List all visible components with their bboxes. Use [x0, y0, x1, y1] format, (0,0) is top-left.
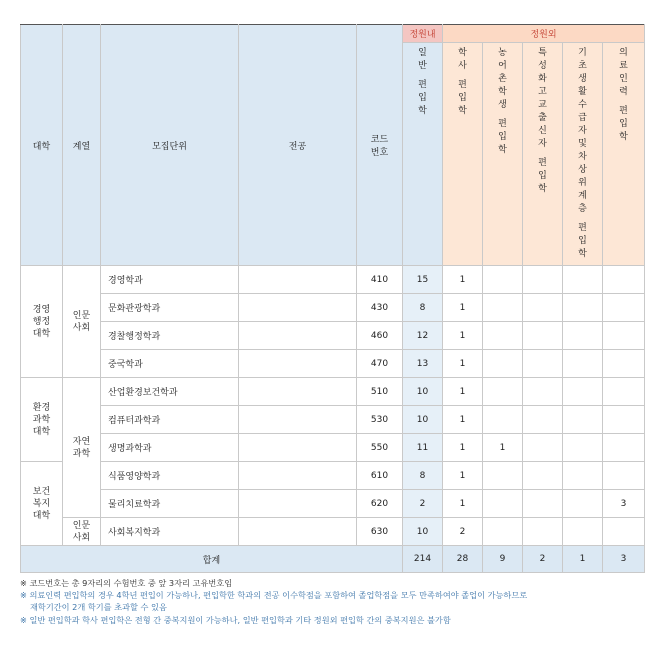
general-cell: 10	[403, 518, 443, 546]
medical-cell	[603, 406, 645, 434]
vertical-char: 학	[418, 106, 427, 116]
vertical-char: 입	[619, 119, 628, 129]
rural-cell	[483, 294, 523, 322]
vertical-char: 급	[578, 113, 587, 123]
rural-cell	[483, 518, 523, 546]
line-text: 복지	[32, 498, 51, 509]
vertical-char: 화	[538, 74, 547, 84]
line-text: 사회	[72, 532, 91, 543]
vertical-char: 입	[538, 171, 547, 181]
rural-cell	[483, 378, 523, 406]
specialized-cell	[523, 322, 563, 350]
bachelor-cell: 1	[443, 406, 483, 434]
vertical-char: 입	[578, 236, 587, 246]
header-bachelor-transfer	[443, 43, 483, 266]
line-text: 대학	[32, 328, 51, 339]
vertical-char: 입	[498, 132, 507, 142]
bachelor-cell: 2	[443, 518, 483, 546]
vertical-char: 편	[418, 80, 427, 90]
note-code-number: ※ 코드번호는 총 9자리의 수험번호 중 앞 3자리 고유번호임	[20, 578, 233, 588]
vertical-char: 생	[498, 100, 507, 110]
basic-cell	[563, 266, 603, 294]
vertical-char: 수	[578, 100, 587, 110]
general-cell: 8	[403, 294, 443, 322]
medical-cell	[603, 462, 645, 490]
vertical-char: 출	[538, 113, 547, 123]
vertical-char: 학	[498, 145, 507, 155]
unit-cell: 문화관광학과	[101, 294, 239, 322]
vertical-char: 상	[578, 165, 587, 175]
header-medical-transfer	[603, 43, 645, 266]
vertical-char: 사	[458, 61, 467, 71]
rural-cell	[483, 322, 523, 350]
specialized-cell	[523, 462, 563, 490]
general-cell: 10	[403, 406, 443, 434]
vertical-char: 교	[538, 100, 547, 110]
medical-cell	[603, 434, 645, 462]
vertical-char: 및	[578, 139, 587, 149]
line-text: 인문	[72, 520, 91, 531]
bachelor-cell: 1	[443, 266, 483, 294]
total-medical: 3	[603, 546, 645, 573]
note-medical-transfer: ※ 의료인력 편입학의 경우 4학년 편입이 가능하나, 편입학한 학과의 전공 이수학점을 포함하여 졸업학점을 모두 만족하여야 졸업이 가능하므로	[20, 590, 528, 601]
bachelor-cell: 1	[443, 322, 483, 350]
specialized-cell	[523, 434, 563, 462]
vertical-char: 촌	[498, 74, 507, 84]
vertical-char: 편	[538, 158, 547, 168]
bachelor-cell: 1	[443, 378, 483, 406]
vertical-char: 초	[578, 61, 587, 71]
rural-cell	[483, 266, 523, 294]
vertical-char: 계	[578, 191, 587, 201]
line-text: 자연	[72, 436, 91, 447]
basic-cell	[563, 406, 603, 434]
vertical-char: 학	[578, 249, 587, 259]
footnotes	[20, 577, 640, 626]
major-cell	[239, 378, 357, 406]
header-quota-out: 정원외	[443, 25, 645, 43]
vertical-char: 어	[498, 61, 507, 71]
unit-cell: 중국학과	[101, 350, 239, 378]
general-cell: 15	[403, 266, 443, 294]
vertical-char: 차	[578, 152, 587, 162]
vertical-char: 의	[619, 48, 628, 58]
major-cell	[239, 406, 357, 434]
code-cell: 530	[357, 406, 403, 434]
code-cell: 630	[357, 518, 403, 546]
major-cell	[239, 322, 357, 350]
basic-cell	[563, 490, 603, 518]
vertical-char: 활	[578, 87, 587, 97]
field-natural	[63, 378, 101, 518]
total-basic: 1	[563, 546, 603, 573]
major-cell	[239, 266, 357, 294]
unit-cell: 사회복지학과	[101, 518, 239, 546]
college-business	[21, 266, 63, 378]
basic-cell	[563, 294, 603, 322]
rural-cell	[483, 462, 523, 490]
unit-cell: 컴퓨터과학과	[101, 406, 239, 434]
line-text: 인문	[72, 310, 91, 321]
general-cell: 13	[403, 350, 443, 378]
general-cell: 12	[403, 322, 443, 350]
code-cell: 470	[357, 350, 403, 378]
medical-cell	[603, 350, 645, 378]
line-text: 과학	[32, 414, 51, 425]
field-humanities-2	[63, 518, 101, 546]
header-basic-living-transfer	[563, 43, 603, 266]
line-text: 과학	[72, 448, 91, 459]
header-general-transfer	[403, 43, 443, 266]
vertical-char: 자	[578, 126, 587, 136]
specialized-cell	[523, 406, 563, 434]
bachelor-cell: 1	[443, 350, 483, 378]
vertical-char: 학	[458, 106, 467, 116]
total-rural: 9	[483, 546, 523, 573]
specialized-cell	[523, 266, 563, 294]
note-duplicate-application: ※ 일반 편입학과 학사 편입학은 전형 간 중복지원이 가능하나, 일반 편입학과 기타 정원외 편입학 간의 중복지원은 불가함	[20, 614, 451, 625]
rural-cell: 1	[483, 434, 523, 462]
vertical-char: 학	[538, 184, 547, 194]
medical-cell	[603, 378, 645, 406]
specialized-cell	[523, 294, 563, 322]
code-cell: 610	[357, 462, 403, 490]
vertical-char: 반	[418, 61, 427, 71]
header-field: 계열	[63, 25, 101, 266]
field-humanities	[63, 266, 101, 378]
vertical-char: 입	[458, 93, 467, 103]
header-rural-transfer	[483, 43, 523, 266]
header-college: 대학	[21, 25, 63, 266]
college-health	[21, 462, 63, 546]
vertical-char: 편	[578, 223, 587, 233]
major-cell	[239, 350, 357, 378]
line-text: 행정	[32, 316, 51, 327]
basic-cell	[563, 322, 603, 350]
vertical-char: 편	[458, 80, 467, 90]
code-cell: 430	[357, 294, 403, 322]
medical-cell	[603, 266, 645, 294]
code-cell: 550	[357, 434, 403, 462]
vertical-char: 인	[619, 74, 628, 84]
major-cell	[239, 462, 357, 490]
unit-cell: 물리치료학과	[101, 490, 239, 518]
vertical-char: 특	[538, 48, 547, 58]
vertical-char: 신	[538, 126, 547, 136]
bachelor-cell: 1	[443, 462, 483, 490]
general-cell: 2	[403, 490, 443, 518]
vertical-char: 편	[619, 106, 628, 116]
medical-cell	[603, 322, 645, 350]
header-quota-in: 정원내	[403, 25, 443, 43]
specialized-cell	[523, 518, 563, 546]
vertical-char: 료	[619, 61, 628, 71]
specialized-cell	[523, 490, 563, 518]
unit-cell: 산업환경보건학과	[101, 378, 239, 406]
specialized-cell	[523, 350, 563, 378]
major-cell	[239, 294, 357, 322]
total-label: 합계	[21, 546, 403, 573]
specialized-cell	[523, 378, 563, 406]
header-major: 전공	[239, 25, 357, 266]
general-cell: 11	[403, 434, 443, 462]
college-environment	[21, 378, 63, 462]
rural-cell	[483, 490, 523, 518]
basic-cell	[563, 350, 603, 378]
vertical-char: 생	[578, 74, 587, 84]
general-cell: 10	[403, 378, 443, 406]
vertical-char: 입	[418, 93, 427, 103]
bachelor-cell: 1	[443, 294, 483, 322]
major-cell	[239, 434, 357, 462]
medical-cell	[603, 294, 645, 322]
vertical-char: 농	[498, 48, 507, 58]
unit-cell: 경영학과	[101, 266, 239, 294]
code-cell: 410	[357, 266, 403, 294]
vertical-char: 위	[578, 178, 587, 188]
medical-cell	[603, 518, 645, 546]
vertical-char: 고	[538, 87, 547, 97]
admissions-table	[20, 24, 645, 573]
vertical-char: 일	[418, 48, 427, 58]
note-medical-transfer-cont: 재학기간이 2개 학기를 초과할 수 있음	[30, 602, 167, 613]
bachelor-cell: 1	[443, 490, 483, 518]
general-cell: 8	[403, 462, 443, 490]
unit-cell: 식품영양학과	[101, 462, 239, 490]
unit-cell: 경찰행정학과	[101, 322, 239, 350]
line-text: 환경	[32, 402, 51, 413]
vertical-char: 기	[578, 48, 587, 58]
vertical-char: 성	[538, 61, 547, 71]
line-text: 대학	[32, 510, 51, 521]
line-text: 보건	[32, 486, 51, 497]
basic-cell	[563, 378, 603, 406]
header-unit: 모집단위	[101, 25, 239, 266]
code-cell: 510	[357, 378, 403, 406]
basic-cell	[563, 434, 603, 462]
rural-cell	[483, 350, 523, 378]
vertical-char: 자	[538, 139, 547, 149]
vertical-char: 학	[458, 48, 467, 58]
vertical-char: 학	[619, 132, 628, 142]
basic-cell	[563, 462, 603, 490]
major-cell	[239, 518, 357, 546]
total-specialized: 2	[523, 546, 563, 573]
unit-cell: 생명과학과	[101, 434, 239, 462]
medical-cell: 3	[603, 490, 645, 518]
total-bachelor: 28	[443, 546, 483, 573]
line-text: 경영	[32, 304, 51, 315]
code-cell: 460	[357, 322, 403, 350]
vertical-char: 학	[498, 87, 507, 97]
vertical-char: 층	[578, 204, 587, 214]
header-specialized-transfer	[523, 43, 563, 266]
bachelor-cell: 1	[443, 434, 483, 462]
line-text: 대학	[32, 426, 51, 437]
vertical-char: 편	[498, 119, 507, 129]
header-code: 코드 번호	[357, 25, 403, 266]
basic-cell	[563, 518, 603, 546]
major-cell	[239, 490, 357, 518]
rural-cell	[483, 406, 523, 434]
line-text: 사회	[72, 322, 91, 333]
total-general: 214	[403, 546, 443, 573]
code-cell: 620	[357, 490, 403, 518]
vertical-char: 력	[619, 87, 628, 97]
